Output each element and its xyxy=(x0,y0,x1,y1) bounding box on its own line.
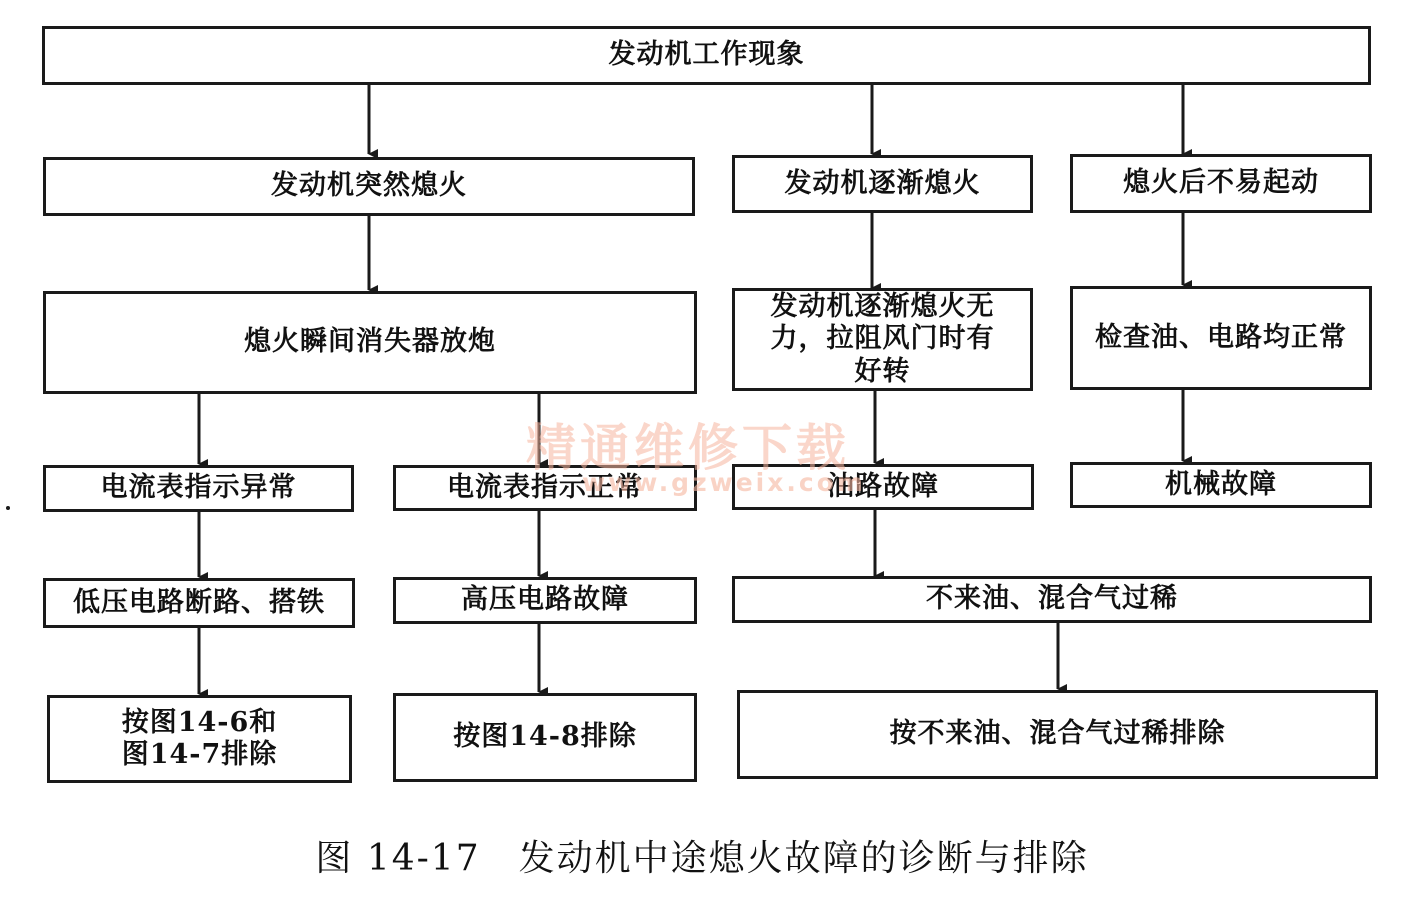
stray-dot xyxy=(6,506,10,510)
hard-start-box xyxy=(1070,154,1372,213)
sudden-stall-label: 发动机突然熄火 xyxy=(271,170,467,202)
mech-fault-box xyxy=(1070,462,1372,508)
fig-14-8-box xyxy=(393,693,697,782)
no-fuel-label: 不来油、混合气过稀 xyxy=(926,583,1178,615)
fig-14-6-7-box xyxy=(47,695,352,783)
fix-no-fuel-label: 按不来油、混合气过稀排除 xyxy=(889,718,1226,750)
gradual-detail-box xyxy=(732,288,1033,391)
figure-caption: 图 14-17 发动机中途熄火故障的诊断与排除 xyxy=(315,838,1089,879)
fig-14-6-7-line-2: 图14-7排除 xyxy=(121,739,278,770)
mech-fault-label: 机械故障 xyxy=(1165,468,1277,500)
gradual-detail-line-1: 发动机逐渐熄火无 xyxy=(770,290,995,322)
ammeter-abnormal-label: 电流表指示异常 xyxy=(100,472,297,504)
top-box xyxy=(42,26,1371,85)
watermark-url: www.gzweix.com xyxy=(582,468,866,497)
fig-14-8-label: 按图14-8排除 xyxy=(453,721,637,753)
fix-no-fuel-box xyxy=(737,690,1378,779)
check-ok-label: 检查油、电路均正常 xyxy=(1095,321,1347,353)
high-voltage-label: 高压电路故障 xyxy=(461,584,629,616)
muffler-backfire-label: 熄火瞬间消失器放炮 xyxy=(244,326,496,358)
low-voltage-label: 低压电路断路、搭铁 xyxy=(73,586,325,618)
gradual-detail-line-3: 好转 xyxy=(854,355,911,387)
sudden-stall-box xyxy=(43,157,695,216)
fig-14-6-7-line-1: 按图14-6和 xyxy=(121,706,278,738)
fuel-fault-label: 油路故障 xyxy=(827,470,939,502)
hard-start-label: 熄火后不易起动 xyxy=(1123,167,1319,199)
low-voltage-box xyxy=(43,578,355,628)
no-fuel-box xyxy=(732,576,1372,623)
ammeter-abnormal-box xyxy=(43,465,354,512)
top-label: 发动机工作现象 xyxy=(608,39,805,71)
gradual-stall-box xyxy=(732,155,1033,213)
check-ok-box xyxy=(1070,286,1372,390)
gradual-detail-line-2: 力，拉阻风门时有 xyxy=(770,323,995,355)
high-voltage-box xyxy=(393,577,697,624)
watermark-text: 精通维修下载 xyxy=(526,419,850,477)
ammeter-normal-label: 电流表指示正常 xyxy=(447,471,643,503)
gradual-stall-label: 发动机逐渐熄火 xyxy=(784,167,981,199)
muffler-backfire-box xyxy=(43,291,697,394)
